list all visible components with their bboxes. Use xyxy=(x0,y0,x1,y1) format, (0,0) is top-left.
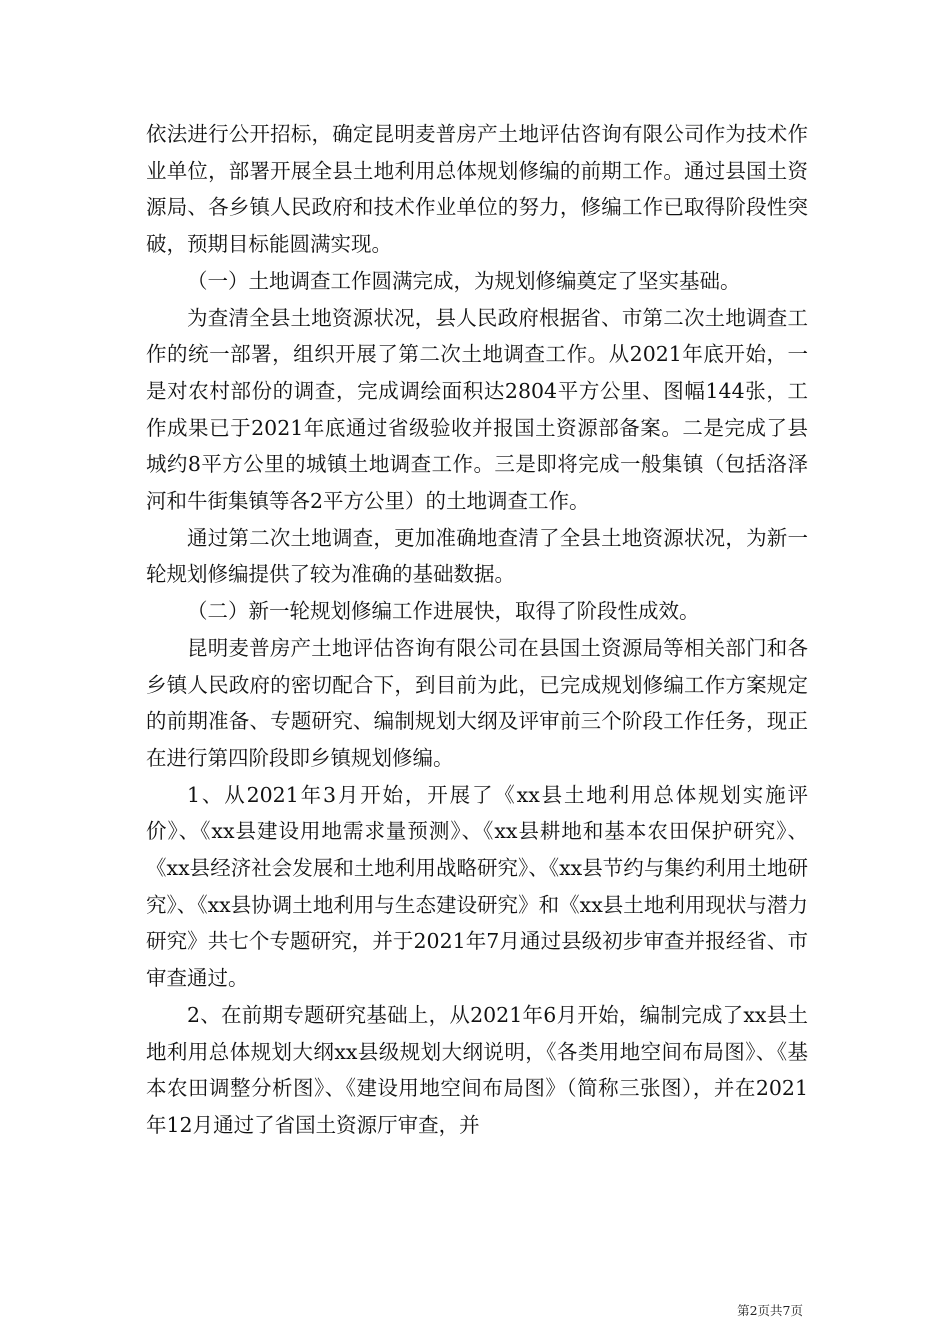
paragraph: 为查清全县土地资源状况，县人民政府根据省、市第二次土地调查工作的统一部署，组织开展了第二次土地调查工作。从2021年底开始，一是对农村部份的调查，完成调绘面积达2804平方公里、图幅144张，工作成果已于2021年底通过省级验收并报国土资源部备案。二是完成了县城约8平方公里的城镇土地调查工作。三是即将完成一般集镇（包括洛泽河和牛街集镇等各2平方公里）的土地调查工作。 xyxy=(146,305,808,514)
paragraph: 昆明麦普房产土地评估咨询有限公司在县国土资源局等相关部门和各乡镇人民政府的密切配合下，到目前为此，已完成规划修编工作方案规定的前期准备、专题研究、编制规划大纲及评审前三个阶段工作任务，现正在进行第四阶段即乡镇规划修编。 xyxy=(146,635,808,770)
document-body xyxy=(146,116,808,1144)
paragraph: 通过第二次土地调查，更加准确地查清了全县土地资源状况，为新一轮规划修编提供了较为准确的基础数据。 xyxy=(146,525,808,587)
section-heading-2: （二）新一轮规划修编工作进展快，取得了阶段性成效。 xyxy=(187,599,700,624)
section-heading-1: （一）土地调查工作圆满完成，为规划修编奠定了坚实基础。 xyxy=(187,268,741,293)
page-number: 第2页共7页 xyxy=(737,1303,803,1318)
paragraph-continuation: 依法进行公开招标，确定昆明麦普房产土地评估咨询有限公司作为技术作业单位，部署开展全县土地利用总体规划修编的前期工作。通过县国土资源局、各乡镇人民政府和技术作业单位的努力，修编工作已取得阶段性突破，预期目标能圆满实现。 xyxy=(146,122,808,257)
list-item-2: 2、在前期专题研究基础上，从2021年6月开始，编制完成了xx县土地利用总体规划大纲xx县级规划大纲说明，《各类用地空间布局图》、《基本农田调整分析图》、《建设用地空间布局图》（简称三张图），并在2021年12月通过了省国土资源厅审查，并 xyxy=(146,1002,808,1137)
list-item-1: 1、从2021年3月开始，开展了《xx县土地利用总体规划实施评价》、《xx县建设用地需求量预测》、《xx县耕地和基本农田保护研究》、《xx县经济社会发展和土地利用战略研究》、《xx县节约与集约利用土地研究》、《xx县协调土地利用与生态建设研究》和《xx县土地利用现状与潜力研究》共七个专题研究，并于2021年7月通过县级初步审查并报经省、市审查通过。 xyxy=(146,782,808,991)
